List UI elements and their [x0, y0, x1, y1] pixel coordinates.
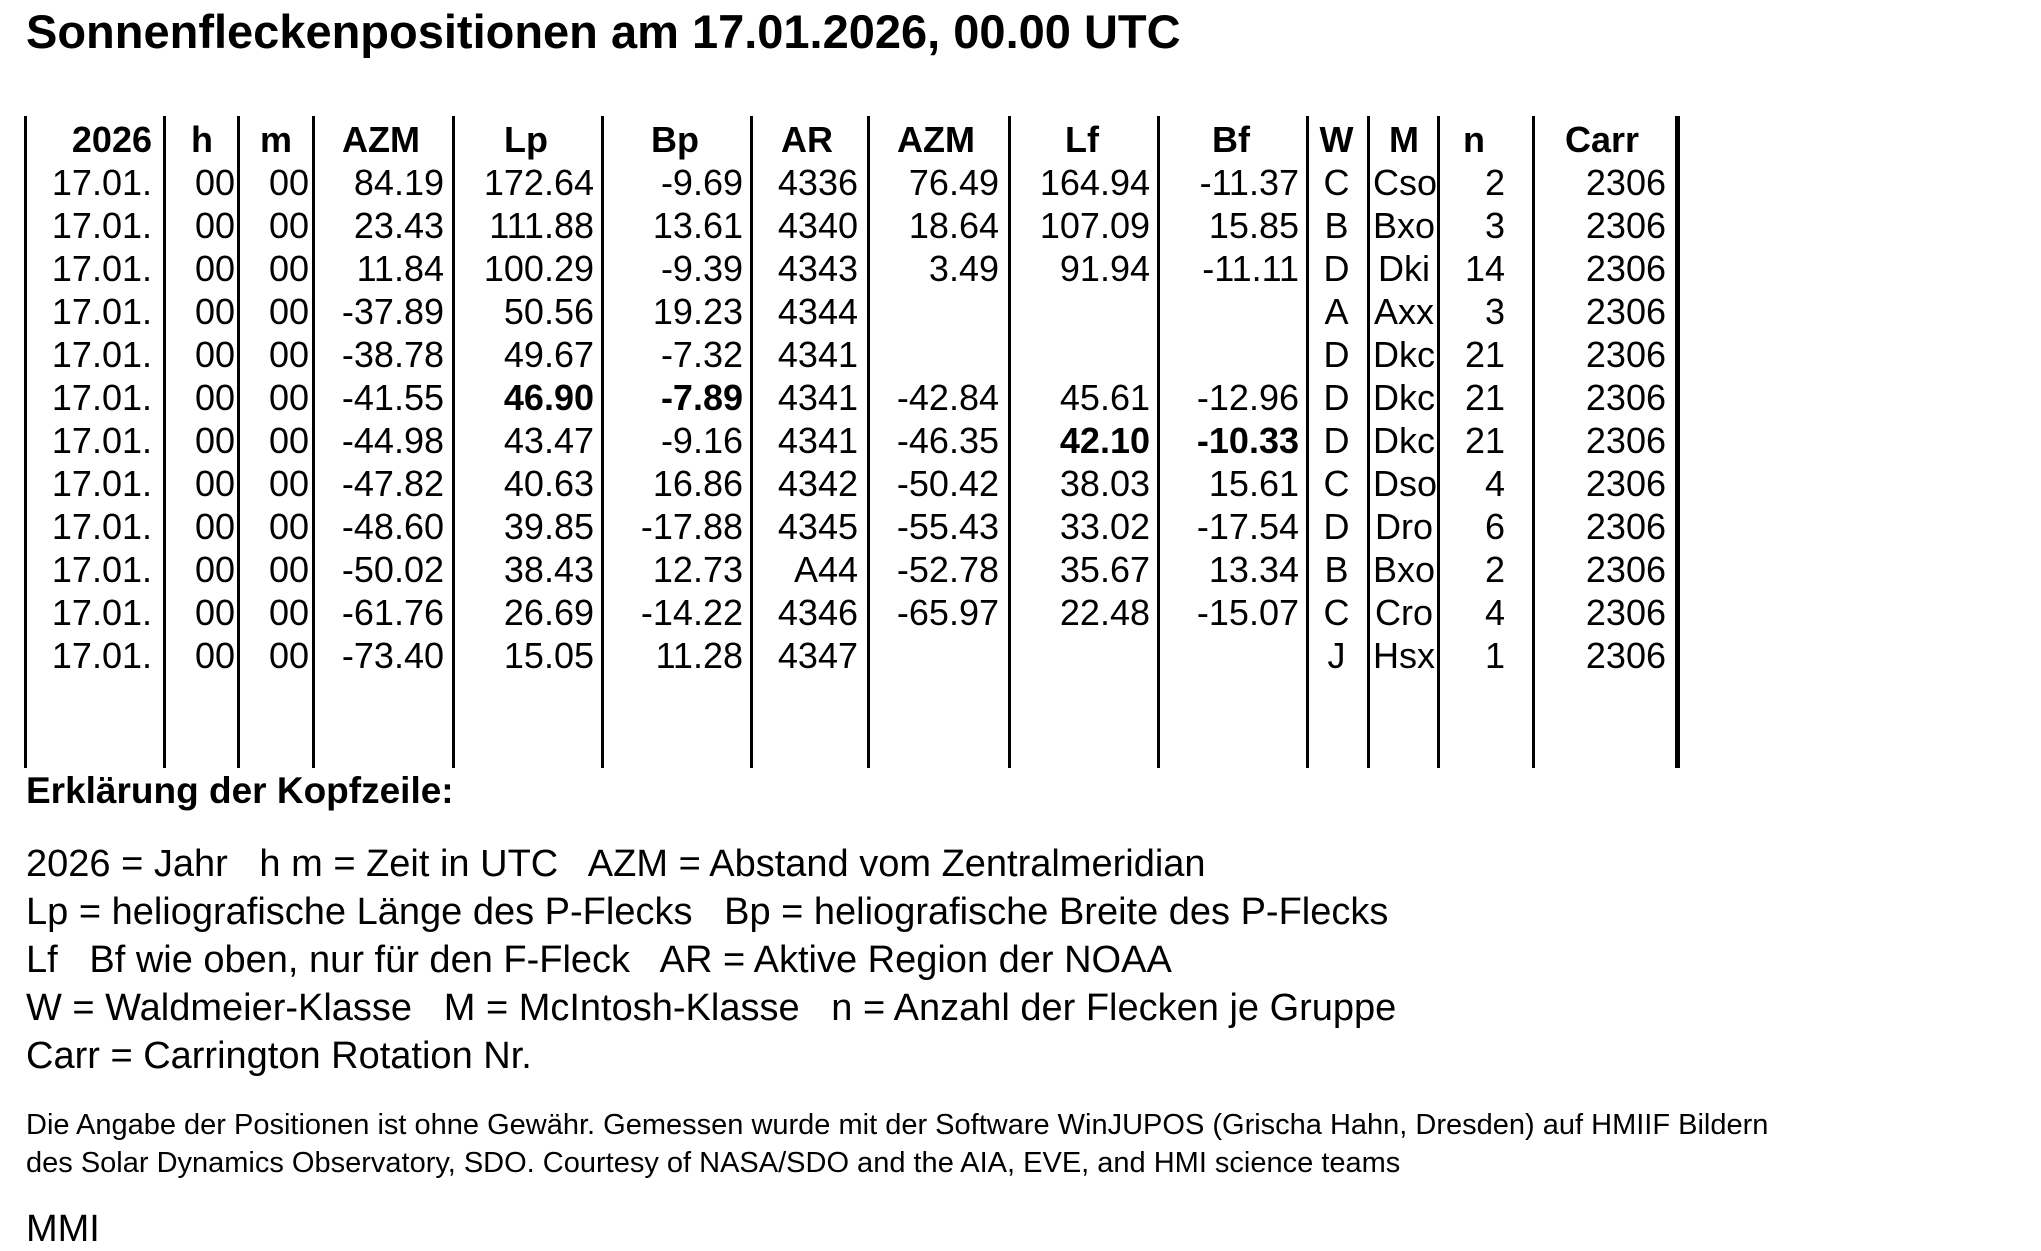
legend-line: Lf Bf wie oben, nur für den F-Fleck AR = Aktive Region der NOAA [26, 939, 1172, 981]
table-cell: Bxo [1373, 205, 1436, 246]
table-cell: 4341 [777, 420, 858, 461]
table-cell: 4342 [777, 463, 858, 504]
table-cell [1014, 333, 1150, 376]
sunspot-table [24, 116, 1684, 768]
table-cell: 40.63 [503, 463, 594, 504]
table-cell [1163, 634, 1299, 677]
disclaimer-line: des Solar Dynamics Observatory, SDO. Courtesy of NASA/SDO and the AIA, EVE, and HMI science teams [26, 1147, 1401, 1179]
column-header: h [191, 119, 213, 160]
table-cell: 39.85 [503, 506, 594, 547]
table-cell: Dro [1374, 506, 1433, 547]
table-cell: 17.01. [51, 549, 152, 590]
table-cell: 4346 [777, 592, 858, 633]
table-cell: 00 [194, 506, 235, 547]
table-cell: 2306 [1585, 205, 1666, 246]
table-cell: 2306 [1585, 420, 1666, 461]
table-column-divider [237, 116, 240, 768]
table-cell: Dkc [1373, 377, 1435, 418]
table-cell: 00 [268, 162, 309, 203]
table-cell: 00 [268, 334, 309, 375]
table-cell: A [1324, 291, 1349, 332]
table-cell: 4 [1484, 592, 1505, 633]
table-cell: 2306 [1585, 334, 1666, 375]
table-cell: J [1327, 635, 1346, 676]
table-cell: 4345 [777, 506, 858, 547]
table-cell: 00 [268, 377, 309, 418]
table-cell: 38.43 [503, 549, 594, 590]
table-cell: 12.73 [652, 549, 743, 590]
table-cell: 00 [194, 291, 235, 332]
column-header: Bp [651, 119, 699, 160]
table-column-divider [1157, 116, 1160, 768]
table-cell: -52.78 [896, 549, 999, 590]
table-column-divider [1675, 116, 1680, 768]
column-header: Carr [1564, 119, 1640, 160]
table-column-divider [1532, 116, 1535, 768]
table-cell: Axx [1373, 291, 1434, 332]
table-column-divider [750, 116, 753, 768]
table-cell: 2306 [1585, 377, 1666, 418]
table-cell: 4343 [777, 248, 858, 289]
table-cell: 17.01. [51, 635, 152, 676]
table-cell: -7.32 [660, 334, 743, 375]
legend-line: W = Waldmeier-Klasse M = McIntosh-Klasse n = Anzahl der Flecken je Gruppe [26, 987, 1397, 1029]
table-cell: 17.01. [51, 291, 152, 332]
table-cell: 2306 [1585, 635, 1666, 676]
table-column-divider [601, 116, 604, 768]
table-cell: Hsx [1373, 635, 1435, 676]
table-cell: 00 [268, 420, 309, 461]
column-header: AR [781, 119, 833, 160]
table-cell: -42.84 [896, 377, 999, 418]
table-cell: -12.96 [1196, 377, 1299, 418]
table-cell: Cro [1374, 592, 1433, 633]
column-header: AZM [342, 119, 420, 160]
table-cell: 4344 [777, 291, 858, 332]
column-header: 2026 [71, 119, 152, 160]
signature: MMI [26, 1208, 100, 1250]
table-cell: 00 [194, 205, 235, 246]
table-cell: -41.55 [341, 377, 444, 418]
table-cell: 00 [268, 549, 309, 590]
table-cell: 17.01. [51, 377, 152, 418]
table-cell: -11.11 [1202, 248, 1299, 289]
table-cell: 4336 [777, 162, 858, 203]
table-cell: B [1324, 205, 1349, 246]
table-cell: -46.35 [896, 420, 999, 461]
table-cell: 21 [1464, 377, 1505, 418]
table-cell: 17.01. [51, 248, 152, 289]
table-cell: C [1323, 592, 1350, 633]
table-column-divider [1437, 116, 1440, 768]
table-cell: -17.88 [640, 506, 743, 547]
table-cell: -73.40 [341, 635, 444, 676]
table-cell: -9.39 [660, 248, 743, 289]
legend-line: Lp = heliografische Länge des P-Flecks Bp = heliografische Breite des P-Flecks [26, 891, 1389, 933]
column-header: Lp [504, 119, 548, 160]
table-cell: 3 [1484, 205, 1505, 246]
table-cell [1014, 634, 1150, 677]
table-cell: -50.42 [896, 463, 999, 504]
table-cell: 00 [194, 549, 235, 590]
table-cell: -10.33 [1196, 420, 1299, 461]
table-cell: 4340 [777, 205, 858, 246]
table-cell: 45.61 [1059, 377, 1150, 418]
table-cell: 46.90 [503, 377, 594, 418]
table-cell: 2306 [1585, 549, 1666, 590]
table-cell [1163, 290, 1299, 333]
table-cell: 2306 [1585, 162, 1666, 203]
disclaimer-line: Die Angabe der Positionen ist ohne Gewähr. Gemessen wurde mit der Software WinJUPOS (Grischa Hahn, Dresden) auf HMIIF Bildern [26, 1109, 1769, 1141]
table-cell: 2 [1484, 549, 1505, 590]
table-cell: 17.01. [51, 334, 152, 375]
table-cell: -55.43 [896, 506, 999, 547]
table-cell: 15.05 [503, 635, 594, 676]
table-cell: Dkc [1373, 334, 1435, 375]
table-cell: 21 [1464, 334, 1505, 375]
table-cell: 3.49 [928, 248, 999, 289]
column-header: W [1319, 119, 1354, 160]
table-cell: -47.82 [341, 463, 444, 504]
table-cell: 2306 [1585, 463, 1666, 504]
table-cell: 13.61 [652, 205, 743, 246]
table-cell: 00 [194, 420, 235, 461]
table-cell [873, 634, 999, 677]
table-column-divider [24, 116, 27, 768]
column-header: Lf [1065, 119, 1099, 160]
table-cell: 17.01. [51, 205, 152, 246]
table-cell [1014, 290, 1150, 333]
table-cell: A44 [793, 549, 858, 590]
table-cell: 4347 [777, 635, 858, 676]
column-header: n [1463, 119, 1485, 160]
table-cell: 2306 [1585, 248, 1666, 289]
table-cell: 00 [268, 205, 309, 246]
table-cell: 2306 [1585, 592, 1666, 633]
table-cell: Cso [1373, 162, 1438, 203]
table-column-divider [312, 116, 315, 768]
table-cell: 00 [268, 506, 309, 547]
table-cell: 00 [268, 248, 309, 289]
table-cell: 100.29 [483, 248, 594, 289]
table-cell: 33.02 [1059, 506, 1150, 547]
table-cell: C [1323, 463, 1350, 504]
table-column-divider [1008, 116, 1011, 768]
table-cell [873, 290, 999, 333]
table-cell: 17.01. [51, 420, 152, 461]
table-cell: D [1323, 377, 1350, 418]
table-cell: 15.61 [1208, 463, 1299, 504]
legend-title: Erklärung der Kopfzeile: [26, 770, 454, 811]
table-cell: -48.60 [341, 506, 444, 547]
table-cell: Dkc [1373, 420, 1435, 461]
column-header: m [259, 119, 292, 160]
table-column-divider [452, 116, 455, 768]
table-cell: 00 [194, 248, 235, 289]
table-cell: -38.78 [341, 334, 444, 375]
table-cell: 17.01. [51, 463, 152, 504]
table-cell: 1 [1484, 635, 1505, 676]
table-cell: 21 [1464, 420, 1505, 461]
table-cell: 23.43 [353, 205, 444, 246]
table-cell: 17.01. [51, 162, 152, 203]
table-cell: 91.94 [1059, 248, 1150, 289]
table-cell: 172.64 [483, 162, 594, 203]
table-cell: -17.54 [1196, 506, 1299, 547]
column-header: AZM [897, 119, 975, 160]
table-cell: 00 [194, 162, 235, 203]
table-column-divider [867, 116, 870, 768]
table-cell: 84.19 [353, 162, 444, 203]
table-cell: 17.01. [51, 592, 152, 633]
table-cell: 35.67 [1059, 549, 1150, 590]
table-cell: -14.22 [640, 592, 743, 633]
table-cell: 26.69 [503, 592, 594, 633]
table-cell: 15.85 [1208, 205, 1299, 246]
table-cell: -44.98 [341, 420, 444, 461]
table-column-divider [1367, 116, 1370, 768]
table-cell: Dki [1378, 248, 1430, 289]
table-cell: Dso [1373, 463, 1438, 504]
table-cell: 00 [268, 635, 309, 676]
table-cell: 50.56 [503, 291, 594, 332]
table-cell: 111.88 [489, 205, 594, 246]
table-cell: 14 [1464, 248, 1505, 289]
table-cell: B [1324, 549, 1349, 590]
table-cell: 11.28 [655, 635, 743, 676]
table-cell: 16.86 [652, 463, 743, 504]
table-cell: 00 [268, 291, 309, 332]
table-cell [873, 333, 999, 376]
table-cell: -9.69 [660, 162, 743, 203]
column-header: Bf [1212, 119, 1250, 160]
table-cell: 76.49 [908, 162, 999, 203]
table-cell: 2306 [1585, 506, 1666, 547]
table-cell: 17.01. [51, 506, 152, 547]
page-title: Sonnenfleckenpositionen am 17.01.2026, 00.00 UTC [26, 5, 1181, 58]
table-cell: 43.47 [503, 420, 594, 461]
table-cell: Bxo [1373, 549, 1436, 590]
table-cell: 13.34 [1208, 549, 1299, 590]
table-cell: 00 [194, 463, 235, 504]
table-cell: 38.03 [1059, 463, 1150, 504]
table-cell: 00 [194, 592, 235, 633]
column-header: M [1389, 119, 1419, 160]
table-cell: 00 [268, 463, 309, 504]
table-cell: 4341 [777, 377, 858, 418]
table-cell: -11.37 [1199, 162, 1299, 203]
table-cell: 107.09 [1039, 205, 1150, 246]
table-cell: 00 [194, 635, 235, 676]
table-cell: 4341 [777, 334, 858, 375]
table-cell: 00 [194, 334, 235, 375]
table-cell: 22.48 [1059, 592, 1150, 633]
table-cell: D [1323, 248, 1350, 289]
table-cell: 164.94 [1039, 162, 1150, 203]
table-cell: -7.89 [660, 377, 743, 418]
table-cell: -15.07 [1196, 592, 1299, 633]
table-cell: -61.76 [341, 592, 444, 633]
table-cell: 6 [1484, 506, 1505, 547]
table-cell: -50.02 [341, 549, 444, 590]
table-cell: 2 [1484, 162, 1505, 203]
table-cell: D [1323, 506, 1350, 547]
table-column-divider [163, 116, 166, 768]
table-cell: -37.89 [341, 291, 444, 332]
table-cell: -65.97 [896, 592, 999, 633]
table-cell: 00 [268, 592, 309, 633]
table-cell: 42.10 [1059, 420, 1150, 461]
table-cell: C [1323, 162, 1350, 203]
legend-line: Carr = Carrington Rotation Nr. [26, 1035, 532, 1077]
table-cell: 18.64 [908, 205, 999, 246]
table-cell: 11.84 [356, 248, 444, 289]
table-cell [1163, 333, 1299, 376]
table-cell: -9.16 [660, 420, 743, 461]
table-cell: 00 [194, 377, 235, 418]
table-cell: 49.67 [503, 334, 594, 375]
table-cell: D [1323, 334, 1350, 375]
table-cell: 2306 [1585, 291, 1666, 332]
table-cell: D [1323, 420, 1350, 461]
table-cell: 4 [1484, 463, 1505, 504]
legend-line: 2026 = Jahr h m = Zeit in UTC AZM = Abstand vom Zentralmeridian [26, 843, 1206, 885]
table-cell: 3 [1484, 291, 1505, 332]
table-cell: 19.23 [652, 291, 743, 332]
